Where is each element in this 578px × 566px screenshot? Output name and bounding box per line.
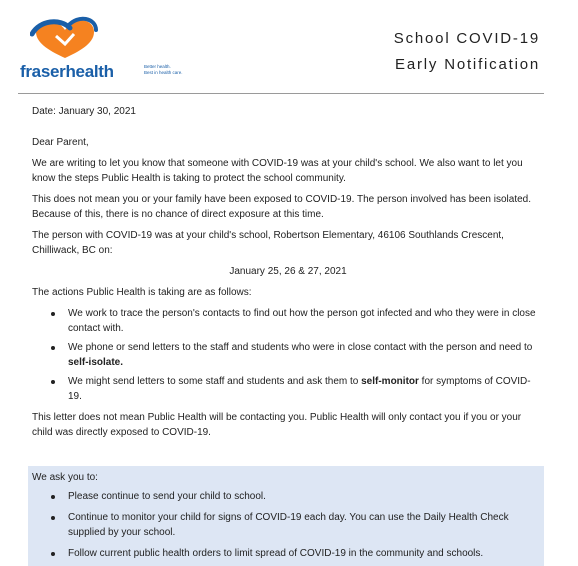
letter-date: Date: January 30, 2021 [32,106,136,117]
ask-list [32,489,538,561]
self-isolate-emphasis: self-isolate. [68,357,124,368]
list-item: Follow current public health orders to limit spread of COVID-19 in the community and schools. [32,546,538,561]
action2-text: We phone or send letters to the staff and students who were in close contact with the person and need to [68,342,533,353]
list-item: We work to trace the person's contacts to find out how the person got infected and who they were in close contact with. [32,306,544,336]
self-monitor-emphasis: self-monitor [361,376,419,387]
letter-header [0,0,578,95]
paragraph-3: The person with COVID-19 was at your child's school, Robertson Elementary, 46106 Southlands Crescent, Chilliwack, BC on: [32,230,504,256]
actions-intro: The actions Public Health is taking are as follows: [32,287,252,298]
list-item: Please continue to send your child to school. [32,489,538,504]
ask-you-box [28,466,544,566]
list-item [32,340,544,370]
letter-body [32,104,544,446]
list-item: Continue to monitor your child for signs of COVID-19 each day. You can use the Daily Health Check supplied by your school. [32,510,538,540]
action3-text-end: for symptoms of COVID-19. [68,376,531,402]
logo-tagline-line2: Best in health care. [144,69,183,75]
actions-list [32,306,544,404]
paragraph-4: This letter does not mean Public Health will be contacting you. Public Health will only contact you if you or your child was directly exposed to COVID-19. [32,412,522,438]
header-divider [18,93,544,94]
logo-tagline [144,64,184,75]
exposure-dates: January 25, 26 & 27, 2021 [229,266,347,277]
salutation: Dear Parent, [32,137,89,148]
action3-text: We might send letters to some staff and students and ask them to [68,376,362,387]
paragraph-2: This does not mean you or your family have been exposed to COVID-19. The person involved has been isolated. Because of this, there is no chance of direct exposure at this time. [32,194,531,220]
title-line-1: School COVID-19 [393,30,540,47]
list-item [32,374,544,404]
heart-logo-icon [30,12,100,60]
logo-tagline-line1: Better health. [144,64,171,69]
notification-title [394,26,540,78]
paragraph-1: We are writing to let you know that someone with COVID-19 was at your child's school. We also want to let you know the steps Public Health is taking to protect the school community. [32,158,523,184]
fraserhealth-logo [20,12,183,84]
logo-wordmark: fraserhealth [20,62,114,81]
title-line-2: Early Notification [395,56,540,73]
ask-intro: We ask you to: [32,472,98,483]
